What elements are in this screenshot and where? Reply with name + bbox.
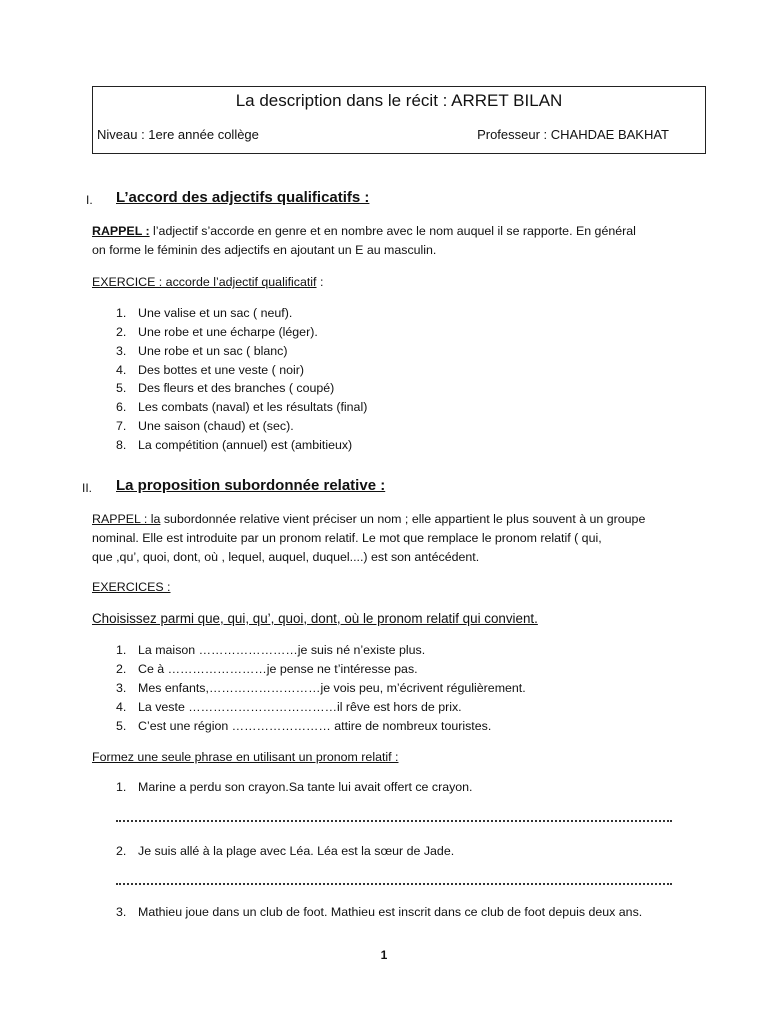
section-1-rappel xyxy=(92,222,672,260)
section-2-number: II. xyxy=(82,481,93,495)
list-item: La veste ………………………………il rêve est hors de prix. xyxy=(138,700,462,714)
list-item: C’est une région …………………… attire de nombreux touristes. xyxy=(138,719,492,733)
rappel-text-line2: on forme le féminin des adjectifs en ajoutant un E au masculin. xyxy=(92,243,437,257)
list-item: Marine a perdu son crayon.Sa tante lui avait offert ce crayon. xyxy=(138,780,473,794)
list-item: Mathieu joue dans un club de foot. Mathieu est inscrit dans ce club de foot depuis deux ans. xyxy=(138,905,643,919)
rappel-2-line2: nominal. Elle est introduite par un pronom relatif. Le mot que remplace le pronom relatif ( qui, xyxy=(92,531,602,545)
list-item: Ce à ……………………je pense ne t’intéresse pas. xyxy=(138,662,418,676)
exercise-1-instruction xyxy=(92,275,323,289)
exercises-label: EXERCICES : xyxy=(92,580,171,594)
choose-instruction: Choisissez parmi que, qui, qu’, quoi, dont, où le pronom relatif qui convient. xyxy=(92,611,538,626)
section-2-title: La proposition subordonnée relative : xyxy=(116,477,386,494)
teacher-label: Professeur : CHAHDAE BAKHAT xyxy=(477,127,669,142)
rappel-2-line3: que ,qu’, quoi, dont, où , lequel, auquel, duquel....) est son antécédent. xyxy=(92,550,480,564)
list-item: Une saison (chaud) et (sec). xyxy=(138,419,294,433)
list-item: Les combats (naval) et les résultats (final) xyxy=(138,400,368,414)
section-1-number: I. xyxy=(86,193,93,207)
list-item: Des bottes et une veste ( noir) xyxy=(138,363,304,377)
list-item: Des fleurs et des branches ( coupé) xyxy=(138,381,335,395)
form-instruction: Formez une seule phrase en utilisant un pronom relatif : xyxy=(92,750,399,764)
exercise-1-label: EXERCICE : accorde l’adjectif qualificatif xyxy=(92,275,317,289)
list-item: Mes enfants,………………………je vois peu, m’écrivent régulièrement. xyxy=(138,681,526,695)
document-page: La description dans le récit : ARRET BILAN Niveau : 1ere année collège Professeur : CHAHDAE BAKHAT I. L’accord des adjectifs qualificatifs : RAPPEL : l’adjectif s’accorde en genre et en nombre avec le nom auquel il se rapporte. En général on forme le féminin des adjectifs en ajoutant un E au masculin. EXERCICE : accorde l’adjectif qualificatif : 1. Une valise et un sac ( neuf). 2. Une robe et une écharpe (léger). 3. Une robe et un sac ( blanc) 4. Des bottes et une veste ( noir) 5. Des fleurs et des branches ( coupé) 6. Les combats (naval) et les résultats (final) 7. Une saison (chaud) et (sec). 8. La compétition (annuel) est (ambitieux) II. La proposition subordonnée relative : RAPPEL : la subordonnée relative vient préciser un nom ; elle appartient le plus souvent à un groupe nominal. Elle est introduite par un pronom relatif. Le mot que remplace le pronom relatif ( qui, que ,qu’, quoi, dont, où , lequel, auquel, duquel....) est son antécédent. EXERCICES : Choisissez parmi que, qui, qu’, quoi, dont, où le pronom relatif qui convient. 1. La maison ……………………je suis né n’existe plus. 2. Ce à ……………………je pense ne t’intéresse pas. 3. Mes enfants,………………………je vois peu, m’écrivent régulièrement. 4. La veste ………………………………il rêve est hors de prix. 5. C’est une région …………………… attire de nombreux touristes. Formez une seule phrase en utilisant un pronom relatif : 1. Marine a perdu son crayon.Sa tante lui avait offert ce crayon. 2. Je suis allé à la plage avec Léa. Léa est la sœur de Jade. 3. Mathieu joue dans un club de foot. Mathieu est inscrit dans ce club de foot depuis deux ans. 1 xyxy=(0,0,768,1024)
section-2-rappel xyxy=(92,510,672,567)
page-number: 1 xyxy=(380,948,388,962)
exercise-1-colon: : xyxy=(316,275,324,289)
rappel-2-line1: subordonnée relative vient préciser un nom ; elle appartient le plus souvent à un groupe xyxy=(160,512,646,526)
list-item: Je suis allé à la plage avec Léa. Léa est la sœur de Jade. xyxy=(138,844,455,858)
rappel-2-label: RAPPEL : la xyxy=(92,512,161,526)
level-label: Niveau : 1ere année collège xyxy=(97,127,259,142)
list-item: Une valise et un sac ( neuf). xyxy=(138,306,293,320)
rappel-label: RAPPEL : xyxy=(92,224,150,238)
list-item: Une robe et une écharpe (léger). xyxy=(138,325,318,339)
header-box xyxy=(92,86,706,154)
list-item: Une robe et un sac ( blanc) xyxy=(138,344,288,358)
list-item: La maison ……………………je suis né n’existe plus. xyxy=(138,643,426,657)
list-item: La compétition (annuel) est (ambitieux) xyxy=(138,438,353,452)
section-1-title: L’accord des adjectifs qualificatifs : xyxy=(116,189,370,206)
document-title: La description dans le récit : ARRET BILAN xyxy=(235,91,563,110)
rappel-text-line1: l’adjectif s’accorde en genre et en nombre avec le nom auquel il se rapporte. En général xyxy=(149,224,636,238)
